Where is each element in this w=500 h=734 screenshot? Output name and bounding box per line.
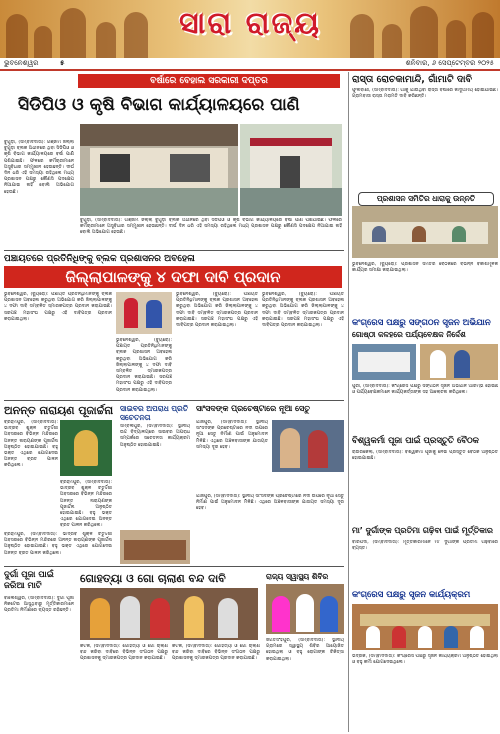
petition-photo — [116, 292, 172, 334]
ananta-photo — [60, 420, 112, 476]
lead-body: ବୁଗୁଡ଼ା, (ସମ୍ବାଦଦାତା): ଗଞ୍ଜାମ ଜିଲ୍ଲା ବୁଗୁଡ଼ା ବ୍ଲକ ଅଧୀନରେ ଥିବା ସିଡିପିଓ ଓ କୃଷି ବିଭାଗ କାର୍ଯ୍ୟାଳୟରେ ବର୍ଷା ପାଣି ପଶିଯାଇଛି। ଫଳରେ କର୍ମଚାରୀମାନେ ଅସୁବିଧାର ସମ୍ମୁଖୀନ ହେଉଛନ୍ତି। ଦୀର୍ଘ ଦିନ ଧରି ଏହି ସମସ୍ୟା ରହିଥିଲେ ମଧ୍ୟ ପ୍ରଶାସନ ପକ୍ଷରୁ କୌଣସି ପଦକ୍ଷେପ ନିଆଯାଇ ନାହିଁ ବୋଲି ଅଭିଯୋଗ ହେଉଛି। — [4, 140, 74, 195]
lead-kicker: ବର୍ଷାରେ ବେହାଲ ସରକାରୀ ଦପ୍ତର — [78, 74, 340, 88]
dateline — [0, 58, 500, 71]
right-s3-head: କଂଗ୍ରେସ ପକ୍ଷରୁ ସଙ୍ଗଠନ ସୃଜନ ଅଭିଯାନ — [352, 318, 491, 328]
health-headline: ରାଜ୍ୟ ସ୍ୱାସ୍ଥ୍ୟ ଶିବିର — [266, 572, 329, 581]
lead-photo-office — [80, 124, 238, 216]
middle-photo — [272, 420, 344, 472]
right-s5-body: ବାରିପଦା, (ସମ୍ବାଦଦାତା): ମୂର୍ତ୍ତିକାରମାନେ ମା’ ଦୁର୍ଗାଙ୍କ ପ୍ରତିମା ଗଢ଼ିବାରେ ବ୍ୟସ୍ତ। — [352, 540, 498, 552]
durga-body: ବାଲେଶ୍ୱର, (ସମ୍ବାଦଦାତା): ଦୁର୍ଗା ପୂଜା ନିକଟେଇ ଆସୁଥିବାରୁ ମୂର୍ତ୍ତିକାରମାନେ ପ୍ରତିମା ନିର୍ମାଣରେ ବ୍ୟସ୍ତ ରହିଛନ୍ତି। — [4, 596, 74, 614]
lead-photo-building — [240, 124, 342, 216]
lead-photo-caption: ବୁଗୁଡ଼ା, (ସମ୍ବାଦଦାତା): ଗଞ୍ଜାମ ଜିଲ୍ଲା ବୁଗୁଡ଼ା ବ୍ଲକ ଅଧୀନରେ ଥିବା ସିଡିପିଓ ଓ କୃଷି ବିଭାଗ କାର୍ଯ୍ୟାଳୟରେ ବର୍ଷା ପାଣି ପଶିଯାଇଛି। ଫଳରେ କର୍ମଚାରୀମାନେ ଅସୁବିଧାର ସମ୍ମୁଖୀନ ହେଉଛନ୍ତି। ଦୀର୍ଘ ଦିନ ଧରି ଏହି ସମସ୍ୟା ରହିଥିଲେ ମଧ୍ୟ ପ୍ରଶାସନ ପକ୍ଷରୁ କୌଣସି ପଦକ୍ଷେପ ନିଆଯାଇ ନାହିଁ ବୋଲି ଅଭିଯୋଗ ହେଉଛି। — [80, 218, 342, 236]
petition-body-col3: ଭୁବନେଶ୍ୱର, (ବ୍ୟୁରୋ): ପଞ୍ଚାୟତ ପ୍ରତିନିଧିମାନଙ୍କୁ ବ୍ଲକ ପ୍ରଶାସନ ଅବହେଳା କରୁଥିବା ଅଭିଯୋଗ କରି ଜିଲ୍ଲାପାଳଙ୍କୁ ୪ ଦଫା ଦାବି ସମ୍ବଳିତ ସ୍ମାରକପତ୍ର ପ୍ରଦାନ କରାଯାଇଛି। ସରପଞ୍ଚ ମହାସଂଘ ପକ୍ଷରୁ ଏହି ଦାବିପତ୍ର ପ୍ରଦାନ କରାଯାଇଥିଲା। — [262, 292, 344, 329]
health-body: ଜଗତସିଂହପୁର, (ସମ୍ବାଦଦାତା): ସ୍ଥାନୀୟ ଗ୍ରାମରେ ସ୍ୱାସ୍ଥ୍ୟ ଶିବିର ଆୟୋଜିତ ହୋଇଥିଲା ଓ ବହୁ ରୋଗୀଙ୍କ ଚିକିତ୍ସା କରାଯାଇଥିଲା। — [266, 638, 344, 662]
masthead — [0, 0, 500, 58]
petition-body: ଭୁବନେଶ୍ୱର, (ବ୍ୟୁରୋ): ପଞ୍ଚାୟତ ପ୍ରତିନିଧିମାନଙ୍କୁ ବ୍ଲକ ପ୍ରଶାସନ ଅବହେଳା କରୁଥିବା ଅଭିଯୋଗ କରି ଜିଲ୍ଲାପାଳଙ୍କୁ ୪ ଦଫା ଦାବି ସମ୍ବଳିତ ସ୍ମାରକପତ୍ର ପ୍ରଦାନ କରାଯାଇଛି। ସରପଞ୍ଚ ମହାସଂଘ ପକ୍ଷରୁ ଏହି ଦାବିପତ୍ର ପ୍ରଦାନ କରାଯାଇଥିଲା। — [4, 292, 112, 322]
ananta-body: ବ୍ରହ୍ମପୁର, (ସମ୍ବାଦଦାତା): ଭାଦ୍ରବ ଶୁକ୍ଳ ଚତୁର୍ଦ୍ଦଶୀ ଅବସରରେ ବିଭିନ୍ନ ମନ୍ଦିରରେ ଅନନ୍ତ ନାରାୟଣଙ୍କ ପୂଜାର୍ଚ୍ଚନା ଅନୁଷ୍ଠିତ ହୋଇଯାଇଛି। ବହୁ ଭକ୍ତ ଏଥିରେ ଯୋଗଦେଇ ଅନନ୍ତ ବ୍ରତ ପାଳନ କରିଥିଲେ। — [4, 420, 58, 469]
right-s4-head: ବିଶ୍ୱକର୍ମା ପୂଜା ପାଇଁ ପ୍ରସ୍ତୁତି ବୈଠକ — [352, 436, 479, 446]
petition-kicker: ପଞ୍ଚାୟତରେ ପ୍ରତିନିଧିଙ୍କୁ ବ୍ଲକ ପ୍ରଶାସନର ଅବହେଳା — [4, 254, 195, 264]
durga-headline: ଦୁର୍ଗା ପୂଜା ପାଇଁ ଜରିଆ ମାଟି — [4, 570, 54, 591]
right-s3-sub: ଗୋଷ୍ଠୀ କଳହରେ ପର୍ଯ୍ୟବେକ୍ଷକ ନିର୍ଦ୍ଦେଶ — [352, 330, 466, 339]
ananta-body-2: ବ୍ରହ୍ମପୁର, (ସମ୍ବାଦଦାତା): ଭାଦ୍ରବ ଶୁକ୍ଳ ଚତୁର୍ଦ୍ଦଶୀ ଅବସରରେ ବିଭିନ୍ନ ମନ୍ଦିରରେ ଅନନ୍ତ ନାରାୟଣଙ୍କ ପୂଜାର୍ଚ୍ଚନା ଅନୁଷ୍ଠିତ ହୋଇଯାଇଛି। ବହୁ ଭକ୍ତ ଏଥିରେ ଯୋଗଦେଇ ଅନନ୍ତ ବ୍ରତ ପାଳନ କରିଥିଲେ। — [60, 480, 112, 529]
petition-headline: ଜିଲ୍ଲାପାଳଙ୍କୁ ୪ ଦଫା ଦାବି ପ୍ରଦାନ — [4, 266, 342, 288]
right-s2-head: ପ୍ରଶାସନ ସମିତିର ଧାରାକୁ ଉନ୍ନତି — [358, 192, 494, 206]
right-s3-body: ପୁରୀ, (ସମ୍ବାଦଦାତା): କଂଗ୍ରେସ ପକ୍ଷରୁ ସଙ୍ଗଠନ ସୃଜନ ଅଭିଯାନ ଆରମ୍ଭ ହୋଇଛି ଓ ପର୍ଯ୍ୟବେକ୍ଷକମାନେ କାର୍ଯ୍ୟକର୍ତ୍ତାଙ୍କ ସହ ଆଲୋଚନା କରିଥିଲେ। — [352, 384, 498, 396]
cow-headline: ଗୋହତ୍ୟା ଓ ଗୋ ଚାଲାଣ ବନ୍ଦ ଦାବି — [80, 572, 226, 585]
right-s2-body: ଭୁବନେଶ୍ୱର, (ବ୍ୟୁରୋ): ପ୍ରଶାସନ ସମିତିର ବୈଠକରେ ବିଭିନ୍ନ ବିକାଶମୂଳକ କାର୍ଯ୍ୟର ସମୀକ୍ଷା କରାଯାଇଥିଲା। — [352, 262, 498, 274]
right-s6-photo — [352, 604, 498, 650]
right-s4-body: ରାଉରକେଲା, (ସମ୍ବାଦଦାତା): ବିଶ୍ୱକର୍ମା ପୂଜାକୁ ନେଇ ପ୍ରସ୍ତୁତି ବୈଠକ ଅନୁଷ୍ଠିତ ହୋଇଯାଇଛି। — [352, 450, 498, 462]
awareness-photo — [120, 530, 190, 564]
health-photo — [266, 584, 344, 634]
middle-headline: ସାଂସଦଙ୍କ ପ୍ରଚେଷ୍ଟାରେ ନୂଆ ସେତୁ — [196, 404, 310, 413]
page-number: ୫ — [60, 59, 65, 67]
awareness-body: ସମ୍ବଲପୁର, (ସମ୍ବାଦଦାତା): ସ୍ଥାନୀୟ ଉଚ୍ଚ ବିଦ୍ୟାଳୟରେ ସାଇବର ଅପରାଧ ସମ୍ପର୍କରେ ସଚେତନତା କାର୍ଯ୍ୟକ୍ରମ ଅନୁଷ୍ଠିତ ହୋଇଯାଇଛି। — [120, 424, 190, 448]
right-s6-body: ଭଦ୍ରକ, (ସମ୍ବାଦଦାତା): କଂଗ୍ରେସ ପକ୍ଷରୁ ସୃଜନ କାର୍ଯ୍ୟକ୍ରମ ଅନୁଷ୍ଠିତ ହୋଇଥିଲା ଓ ବହୁ କର୍ମୀ ଯୋଗଦେଇଥିଲେ। — [352, 654, 498, 666]
right-s1-body: ଫୁଲବାଣୀ, (ସମ୍ବାଦଦାତା): ଗାଁକୁ ଯାଉଥିବା ରାସ୍ତା ବର୍ଷାରେ କାଦୁଅମୟ ହୋଇଯାଇଛି। ଗ୍ରାମବାସୀ ରାସ୍ତା ମରାମତି ଦାବି କରିଛନ୍ତି। — [352, 88, 498, 100]
petition-body-col1b: ଭୁବନେଶ୍ୱର, (ବ୍ୟୁରୋ): ପଞ୍ଚାୟତ ପ୍ରତିନିଧିମାନଙ୍କୁ ବ୍ଲକ ପ୍ରଶାସନ ଅବହେଳା କରୁଥିବା ଅଭିଯୋଗ କରି ଜିଲ୍ଲାପାଳଙ୍କୁ ୪ ଦଫା ଦାବି ସମ୍ବଳିତ ସ୍ମାରକପତ୍ର ପ୍ରଦାନ କରାଯାଇଛି। ସରପଞ୍ଚ ମହାସଂଘ ପକ୍ଷରୁ ଏହି ଦାବିପତ୍ର ପ୍ରଦାନ କରାଯାଇଥିଲା। — [116, 338, 172, 393]
cow-photo — [80, 588, 258, 640]
petition-body-col2: ଭୁବନେଶ୍ୱର, (ବ୍ୟୁରୋ): ପଞ୍ଚାୟତ ପ୍ରତିନିଧିମାନଙ୍କୁ ବ୍ଲକ ପ୍ରଶାସନ ଅବହେଳା କରୁଥିବା ଅଭିଯୋଗ କରି ଜିଲ୍ଲାପାଳଙ୍କୁ ୪ ଦଫା ଦାବି ସମ୍ବଳିତ ସ୍ମାରକପତ୍ର ପ୍ରଦାନ କରାଯାଇଛି। ସରପଞ୍ଚ ମହାସଂଘ ପକ୍ଷରୁ ଏହି ଦାବିପତ୍ର ପ୍ରଦାନ କରାଯାଇଥିଲା। — [176, 292, 258, 329]
right-s1-head: ରାସ୍ତା ରୋଚକାମାନ୍ଦି, ଗାଁମାଟି ଦାବି — [352, 74, 473, 85]
right-s5-head: ମା’ ଦୁର୍ଗାଙ୍କ ପ୍ରତିମା ଗଢ଼ିବା ପାଇଁ ମୂର୍ତ୍ତିକାର — [352, 526, 493, 535]
lead-headline: ସିଡିପିଓ ଓ କୃଷି ବିଭାଗ କାର୍ଯ୍ୟାଳୟରେ ପାଣି — [18, 95, 300, 115]
right-s3-photo-1 — [352, 344, 416, 380]
cow-body: କଟକ, (ସମ୍ବାଦଦାତା): ଗୋହତ୍ୟା ଓ ଗୋ ଚାଲାଣ ବନ୍ଦ କରିବା ଦାବିରେ ବିଭିନ୍ନ ସଂଗଠନ ପକ୍ଷରୁ ପ୍ରଶାସନକୁ ସ୍ମାରକପତ୍ର ପ୍ରଦାନ କରାଯାଇଛି। — [80, 644, 168, 662]
dateline-city: ଭୁବନେଶ୍ୱର — [4, 59, 39, 67]
cow-body-2: କଟକ, (ସମ୍ବାଦଦାତା): ଗୋହତ୍ୟା ଓ ଗୋ ଚାଲାଣ ବନ୍ଦ କରିବା ଦାବିରେ ବିଭିନ୍ନ ସଂଗଠନ ପକ୍ଷରୁ ପ୍ରଶାସନକୁ ସ୍ମାରକପତ୍ର ପ୍ରଦାନ କରାଯାଇଛି। — [172, 644, 260, 662]
middle-body: ଯାଜପୁର, (ସମ୍ବାଦଦାତା): ସ୍ଥାନୀୟ ସାଂସଦଙ୍କ ପ୍ରଚେଷ୍ଟାରେ ନଦୀ ଉପରେ ନୂଆ ସେତୁ ନିର୍ମାଣ ପାଇଁ ଅନୁମୋଦନ ମିଳିଛି। ଏଥିରେ ଅଞ୍ଚଳବାସୀଙ୍କ ଯାତାୟତ ସମସ୍ୟା ଦୂର ହେବ। — [196, 420, 268, 450]
dateline-date: ଶନିବାର, ୬ ସେପ୍ଟେମ୍ବର ୨୦୨୫ — [405, 59, 494, 67]
right-s2-photo — [352, 206, 498, 258]
right-s3-photo-2 — [420, 344, 498, 380]
awareness-headline: ସାଇବର ଅପରାଧ ପ୍ରତି ସଚେତନତା — [120, 404, 189, 422]
ananta-headline: ଅନନ୍ତ ନାରାୟଣ ପୂଜାର୍ଚ୍ଚନା — [4, 404, 114, 417]
masthead-title: ସାରା ରାଜ୍ୟ — [178, 6, 322, 41]
middle-body-2: ଯାଜପୁର, (ସମ୍ବାଦଦାତା): ସ୍ଥାନୀୟ ସାଂସଦଙ୍କ ପ୍ରଚେଷ୍ଟାରେ ନଦୀ ଉପରେ ନୂଆ ସେତୁ ନିର୍ମାଣ ପାଇଁ ଅନୁମୋଦନ ମିଳିଛି। ଏଥିରେ ଅଞ୍ଚଳବାସୀଙ୍କ ଯାତାୟତ ସମସ୍ୟା ଦୂର ହେବ। — [196, 494, 344, 512]
right-s6-head: କଂଗ୍ରେସ ପକ୍ଷରୁ ସୃଜନ କାର୍ଯ୍ୟକ୍ରମ — [352, 590, 471, 600]
ananta-body-3: ବ୍ରହ୍ମପୁର, (ସମ୍ବାଦଦାତା): ଭାଦ୍ରବ ଶୁକ୍ଳ ଚତୁର୍ଦ୍ଦଶୀ ଅବସରରେ ବିଭିନ୍ନ ମନ୍ଦିରରେ ଅନନ୍ତ ନାରାୟଣଙ୍କ ପୂଜାର୍ଚ୍ଚନା ଅନୁଷ୍ଠିତ ହୋଇଯାଇଛି। ବହୁ ଭକ୍ତ ଏଥିରେ ଯୋଗଦେଇ ଅନନ୍ତ ବ୍ରତ ପାଳନ କରିଥିଲେ। — [4, 532, 112, 556]
